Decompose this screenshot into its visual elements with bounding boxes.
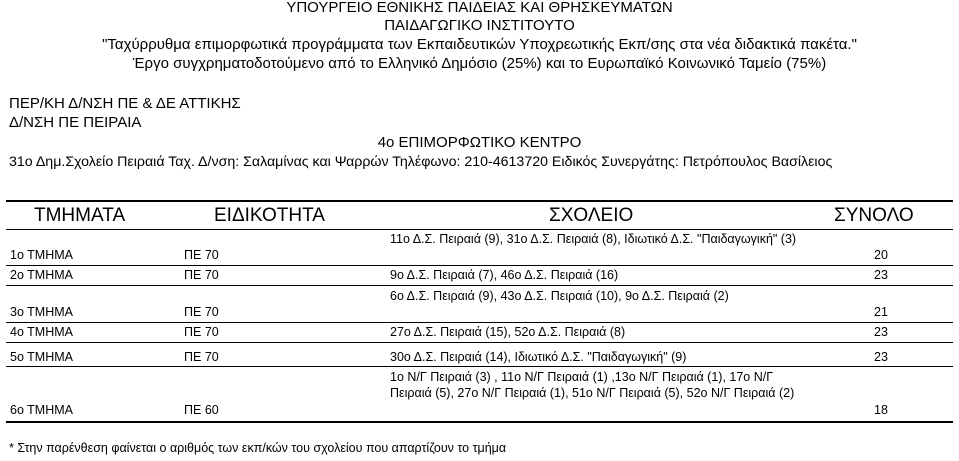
header-school: ΣΧΟΛΕΙΟ	[549, 205, 634, 226]
row-separator	[6, 285, 953, 286]
header-separator	[6, 229, 953, 230]
school-info: 31ο Δημ.Σχολείο Πειραιά Ταχ. Δ/νση: Σαλαμίνας και Ψαρρών Τηλέφωνο: 210-4613720 Ειδικός Συνεργάτης: Πετρόπουλος Βασίλειος	[9, 154, 833, 170]
row-specialty: ΠΕ 70	[184, 305, 219, 319]
row-section: 4ο ΤΜΗΜΑ	[10, 325, 73, 339]
table-top-border	[6, 200, 953, 202]
header-specialty: ΕΙΔΙΚΟΤΗΤΑ	[214, 205, 325, 226]
row-section: 6ο ΤΜΗΜΑ	[10, 403, 73, 417]
institute-title: ΠΑΙΔΑΓΩΓΙΚΟ ΙΝΣΤΙΤΟΥΤΟ	[384, 17, 575, 34]
training-center-label: 4ο ΕΠΙΜΟΡΦΩΤΙΚΟ ΚΕΝΤΡΟ	[377, 134, 582, 151]
row-school: 1ο Ν/Γ Πειραιά (3) , 11ο Ν/Γ Πειραιά (1) ,13ο Ν/Γ Πειραιά (1), 17ο Ν/Γ Πειραιά (5), 27ο Ν/Γ Πειραιά (1), 51ο Ν/Γ Πειραιά (5), 52ο Ν/Γ Πειραιά (2)	[390, 370, 795, 400]
header-total: ΣΥΝΟΛΟ	[834, 205, 914, 226]
row-specialty: ΠΕ 70	[184, 350, 219, 364]
row-total: 18	[874, 403, 888, 417]
row-school: 30ο Δ.Σ. Πειραιά (14), Ιδιωτικό Δ.Σ. "Παιδαγωγική" (9)	[390, 350, 687, 364]
row-specialty: ΠΕ 70	[184, 248, 219, 262]
row-specialty: ΠΕ 70	[184, 268, 219, 282]
region-label: ΠΕΡ/ΚΗ Δ/ΝΣΗ ΠΕ & ΔΕ ΑΤΤΙΚΗΣ	[9, 95, 241, 112]
row-separator	[6, 342, 953, 343]
row-total: 20	[874, 248, 888, 262]
row-section: 5ο ΤΜΗΜΑ	[10, 350, 73, 364]
directorate-label: Δ/ΝΣΗ ΠΕ ΠΕΙΡΑΙΑ	[9, 114, 142, 131]
row-specialty: ΠΕ 70	[184, 325, 219, 339]
row-total: 21	[874, 305, 888, 319]
row-total: 23	[874, 350, 888, 364]
row-separator	[6, 265, 953, 266]
row-school: 6ο Δ.Σ. Πειραιά (9), 43ο Δ.Σ. Πειραιά (10), 9ο Δ.Σ. Πειραιά (2)	[390, 289, 729, 303]
row-school: 11ο Δ.Σ. Πειραιά (9), 31ο Δ.Σ. Πειραιά (8), Ιδιωτικό Δ.Σ. "Παιδαγωγική" (3)	[390, 232, 797, 246]
row-school: 27ο Δ.Σ. Πειραιά (15), 52ο Δ.Σ. Πειραιά (8)	[390, 325, 626, 339]
row-separator	[6, 322, 953, 323]
row-total: 23	[874, 268, 888, 282]
row-total: 23	[874, 325, 888, 339]
row-school: 9ο Δ.Σ. Πειραιά (7), 46ο Δ.Σ. Πειραιά (16)	[390, 268, 619, 282]
row-section: 1ο ΤΜΗΜΑ	[10, 248, 73, 262]
ministry-title: ΥΠΟΥΡΓΕΙΟ ΕΘΝΙΚΗΣ ΠΑΙΔΕΙΑΣ ΚΑΙ ΘΡΗΣΚΕΥΜΑΤΩΝ	[286, 0, 673, 16]
program-title: "Ταχύρρυθμα επιμορφωτικά προγράμματα των Εκπαιδευτικών Υποχρεωτικής Εκπ/σης στα νέα διδακτικά πακέτα."	[102, 36, 857, 53]
table-bottom-border	[6, 421, 953, 423]
row-specialty: ΠΕ 60	[184, 403, 219, 417]
header-section: ΤΜΗΜΑΤΑ	[34, 205, 126, 226]
funding-note: Έργο συγχρηματοδοτούμενο από το Ελληνικό Δημόσιο (25%) και το Ευρωπαϊκό Κοινωνικό Ταμείο (75%)	[132, 55, 827, 72]
footnote: * Στην παρένθεση φαίνεται ο αριθμός των εκπ/κών του σχολείου που απαρτίζουν το τμήμα	[9, 441, 507, 455]
row-separator	[6, 366, 953, 367]
row-section: 3ο ΤΜΗΜΑ	[10, 305, 73, 319]
row-section: 2ο ΤΜΗΜΑ	[10, 268, 73, 282]
